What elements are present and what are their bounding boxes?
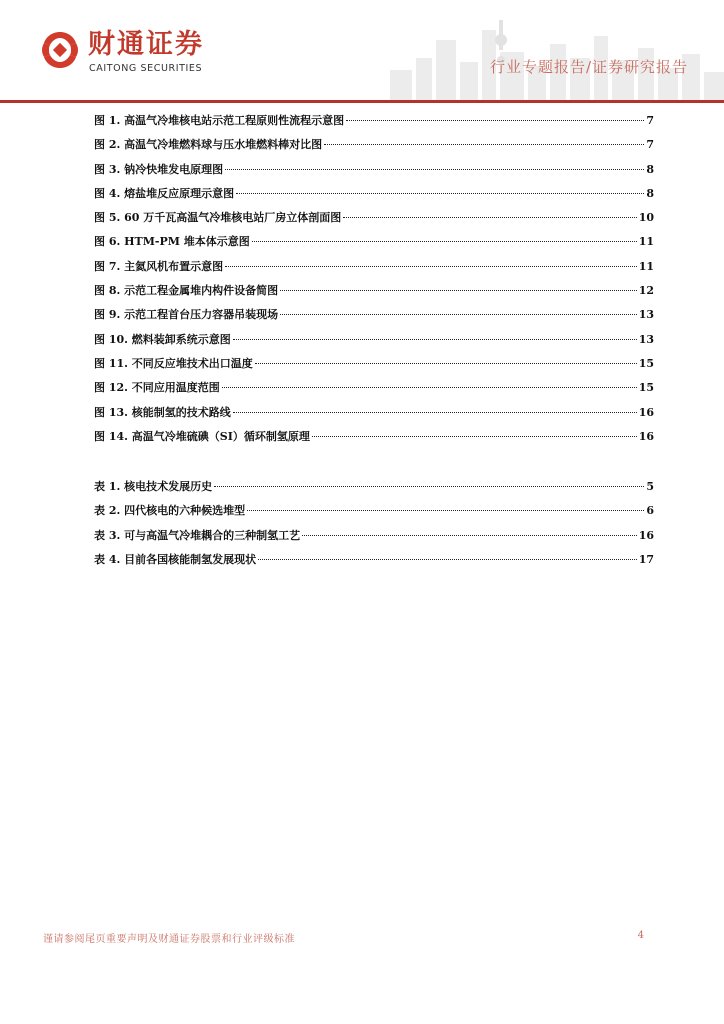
toc-entry-page: 7: [646, 114, 654, 127]
toc-entry-page: 8: [646, 162, 654, 176]
toc-entry-label: 图 6. HTM-PM 堆本体示意图: [94, 235, 250, 249]
figure-list: [94, 112, 654, 452]
toc-leader-dots: [233, 339, 637, 340]
toc-entry-label: 图 14. 高温气冷堆硫碘（SI）循环制氢原理: [94, 429, 310, 443]
toc-entry-label: 图 12. 不同应用温度范围: [94, 381, 220, 395]
toc-entry-label: 图 4. 熔盐堆反应原理示意图: [94, 186, 235, 200]
toc-entry-figure[interactable]: [94, 355, 654, 379]
toc-entry-page: 10: [638, 211, 654, 225]
page-header: [0, 0, 724, 103]
toc-entry-page: 13: [638, 308, 654, 322]
toc-leader-dots: [280, 290, 637, 291]
toc-leader-dots: [233, 412, 637, 413]
toc-entry-figure[interactable]: [94, 112, 654, 136]
footer-disclaimer: 谨请参阅尾页重要声明及财通证券股票和行业评级标准: [43, 934, 295, 945]
toc-entry-page: 13: [638, 332, 654, 346]
toc-entry-label: 图 11. 不同反应堆技术出口温度: [94, 356, 253, 370]
toc-entry-label: 图 8. 示范工程金属堆内构件设备简图: [94, 284, 279, 298]
toc-leader-dots: [280, 314, 637, 315]
toc-leader-dots: [258, 559, 637, 560]
toc-leader-dots: [302, 535, 637, 536]
toc-entry-label: 图 9. 示范工程首台压力容器吊装现场: [94, 308, 279, 322]
toc-entry-table[interactable]: [94, 551, 654, 575]
caitong-logo-icon: [40, 30, 80, 70]
toc-entry-page: 5: [646, 480, 654, 493]
toc-leader-dots: [225, 169, 644, 170]
toc-entry-label: 图 2. 高温气冷堆燃料球与压水堆燃料棒对比图: [94, 138, 323, 152]
toc-leader-dots: [343, 217, 636, 218]
toc-entry-figure[interactable]: [94, 258, 654, 282]
header-divider: [0, 100, 724, 103]
toc-leader-dots: [236, 193, 644, 194]
toc-entry-page: 7: [646, 138, 654, 152]
toc-leader-dots: [222, 387, 637, 388]
toc-leader-dots: [247, 510, 644, 511]
toc-entry-page: 6: [646, 504, 654, 518]
toc-entry-page: 16: [638, 528, 654, 542]
toc-entry-label: 表 3. 可与高温气冷堆耦合的三种制氢工艺: [94, 528, 301, 542]
toc-entry-label: 图 7. 主氦风机布置示意图: [94, 259, 224, 273]
toc-entry-figure[interactable]: [94, 136, 654, 160]
toc-entry-page: 17: [638, 552, 654, 566]
toc-entry-figure[interactable]: [94, 209, 654, 233]
table-list: [94, 478, 654, 575]
toc-entry-figure[interactable]: [94, 404, 654, 428]
toc-entry-label: 图 13. 核能制氢的技术路线: [94, 405, 231, 419]
toc-entry-label: 图 5. 60 万千瓦高温气冷堆核电站厂房立体剖面图: [94, 211, 342, 225]
toc-entry-page: 12: [638, 284, 654, 298]
toc-leader-dots: [324, 144, 644, 145]
report-type-title: 行业专题报告/证券研究报告: [489, 58, 688, 76]
toc-entry-figure[interactable]: [94, 233, 654, 257]
toc-entry-page: 8: [646, 186, 654, 200]
toc-entry-figure[interactable]: [94, 379, 654, 403]
toc-leader-dots: [312, 436, 637, 437]
toc-entry-figure[interactable]: [94, 306, 654, 330]
logo-chinese-name: 财通证券: [88, 29, 204, 60]
toc-entry-figure[interactable]: [94, 428, 654, 452]
toc-entry-figure[interactable]: [94, 282, 654, 306]
city-skyline-icon: [380, 0, 724, 100]
toc-entry-page: 16: [638, 405, 654, 419]
toc-entry-figure[interactable]: [94, 331, 654, 355]
toc-entry-page: 11: [638, 259, 654, 273]
toc-entry-label: 图 1. 高温气冷堆核电站示范工程原则性流程示意图: [94, 114, 345, 127]
toc-entry-table[interactable]: [94, 527, 654, 551]
toc-entry-page: 16: [638, 429, 654, 443]
toc-entry-label: 图 3. 钠冷快堆发电原理图: [94, 162, 224, 176]
toc-entry-label: 表 2. 四代核电的六种候选堆型: [94, 504, 246, 518]
toc-entry-table[interactable]: [94, 502, 654, 526]
toc-leader-dots: [346, 120, 644, 121]
toc-entry-table[interactable]: [94, 478, 654, 502]
toc-leader-dots: [252, 241, 637, 242]
toc-entry-figure[interactable]: [94, 161, 654, 185]
toc-entry-page: 15: [638, 356, 654, 370]
toc-leader-dots: [255, 363, 637, 364]
toc-entry-label: 表 1. 核电技术发展历史: [94, 480, 213, 493]
logo-english-name: CAITONG SECURITIES: [89, 63, 203, 74]
toc-leader-dots: [225, 266, 637, 267]
toc-entry-label: 表 4. 目前各国核能制氢发展现状: [94, 552, 257, 566]
toc-leader-dots: [214, 486, 644, 487]
toc-entry-label: 图 10. 燃料装卸系统示意图: [94, 332, 231, 346]
toc-entry-page: 15: [638, 381, 654, 395]
toc-entry-figure[interactable]: [94, 185, 654, 209]
footer-page-number: 4: [637, 930, 644, 941]
toc-entry-page: 11: [638, 235, 654, 249]
